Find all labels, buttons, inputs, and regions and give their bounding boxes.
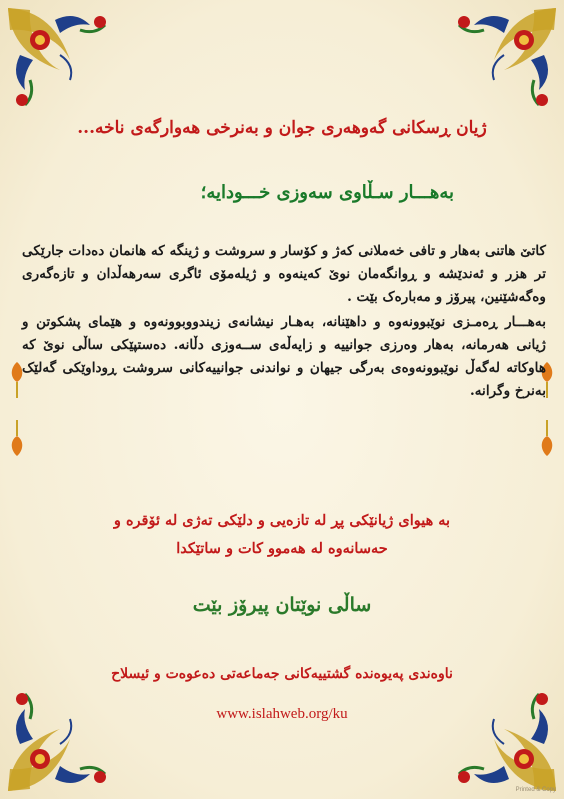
wish-line-2: حەسانەوە لە هەموو کات و ساتێکدا	[176, 540, 388, 557]
tulip-left-lower-icon	[6, 418, 28, 458]
subtitle: بەهـــار سـڵاوی سەوزی خـــودایە؛	[200, 182, 454, 203]
page-title: ژیان ڕسکانی گەوهەری جوان و بەنرخی هەوارگەی ناخە...	[77, 118, 487, 138]
tulip-right-lower-icon	[536, 418, 558, 458]
paragraph-1: کاتێ هاتنی بەهار و تافی خەملانی کەژ و کۆسار و سروشت و ژینگە کە هانمان دەدات جارێکی تر هزر و ئەندێشە و ڕوانگەمان نوێ کەینەوە و ژیلەمۆی ئاگری سەرهەڵدان و تازەگەری وەگەشێنین، پیرۆز و مەبارەک بێت .	[22, 243, 546, 305]
paragraph-2: بەهـــار ڕەمـزی نوێبوونەوە و داهێنانە، بەهـار نیشانەی زیندووبوونەوە و هێمای پشکوتن و ژیانی هەرمانە، بەهار وەرزی جوانییە و زایەڵەی ســەوزی دڵانە. دەستپێکی ساڵی نوێ کە هاوکاتە لەگەڵ نوێبوونەوەی بەرگی جیهان و نواندنی جوانییەکانی سروشت ڕوداوێکی گەلێک بەنرخ وگرانە.	[22, 314, 546, 399]
body-text	[22, 240, 546, 403]
new-year-greeting: ساڵی نوێتان پیرۆز بێت	[192, 594, 372, 616]
print-credit: Printed & Copy	[515, 787, 556, 793]
wish-line-1: بە هیوای ژیانێکی پڕ لە تازەیی و دلێکی تەژی لە ئۆقرە و	[113, 512, 451, 529]
website-link[interactable]: www.islahweb.org/ku	[216, 706, 348, 722]
organization-name: ناوەندی پەیوەندە گشتییەکانی جەماعەتی دەعوەت و ئیسلاح	[111, 666, 453, 682]
